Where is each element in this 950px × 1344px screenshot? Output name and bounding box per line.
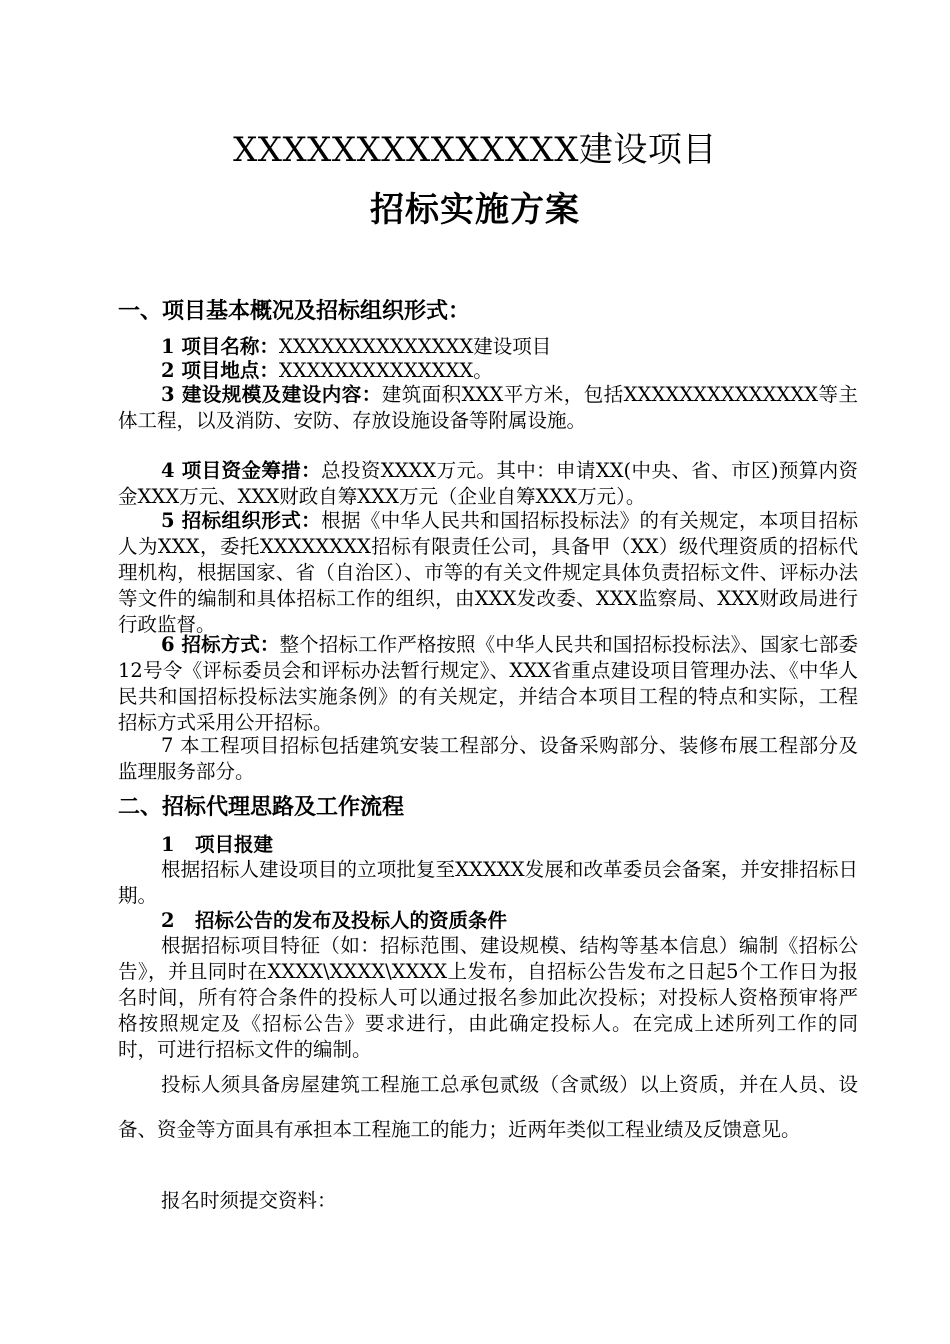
item-project-location [118,358,858,384]
item-label: 3 建设规模及建设内容 [161,383,362,406]
item-label: 2 项目地点 [161,359,260,382]
item-text: 7 本工程项目招标包括建筑安装工程部分、设备采购部分、装修布展工程部分及监理服务部分。 [118,734,858,783]
document-title-line1: XXXXXXXXXXXXXX建设项目 [233,130,717,170]
item-text: 总投资XXXX万元。其中：申请XX(中央、省、市区)预算内资金XXX万元、XXX财政自筹XXX万元（企业自筹XXX万元）。 [118,459,858,508]
item-text: 根据《中华人民共和国招标投标法》的有关规定，本项目招标人为XXX，委托XXXXXXXX招标有限责任公司，具备甲（XX）级代理资质的招标代理机构，根据国家、省（自治区）、市等的有关文件规定具体负责招标文件、评标办法等文件的编制和具体招标工作的组织，由XXX发改委、XXX监察局、XXX财政局进行行政监督。 [118,509,858,636]
section1-heading: 一、项目基本概况及招标组织形式： [118,298,471,324]
item-label: 6 招标方式 [161,633,260,656]
subheading-tender-notice [161,908,861,934]
item-sep: ： [259,359,279,382]
para-project-registration: 根据招标人建设项目的立项批复至XXXXX发展和改革委员会备案，并安排招标日期。 [118,858,858,907]
subheading-title: 项目报建 [195,833,274,856]
subheading-project-registration [161,832,861,858]
para-tender-notice: 根据招标项目特征（如：招标范围、建设规模、结构等基本信息）编制《招标公告》，并且同时在XXXX\XXXX\XXXX上发布，自招标公告发布之日起5个工作日为报名时间，所有符合条件的投标人可以通过报名参加此次投标；对投标人资格预审将严格按照规定及《招标公告》要求进行，由此确定投标人。在完成上述所列工作的同时，可进行招标文件的编制。 [118,934,858,1061]
item-tender-scope [118,733,858,785]
item-project-funding [118,458,858,510]
item-label: 4 项目资金筹措 [161,459,302,482]
item-tender-organization [118,508,858,638]
section2-heading: 二、招标代理思路及工作流程 [118,794,405,820]
item-sep: ： [259,335,279,358]
item-text: XXXXXXXXXXXXXX。 [278,359,493,382]
item-text: XXXXXXXXXXXXXX建设项目 [278,335,552,358]
subheading-number: 2 [161,909,175,932]
para-bidder-qualification: 投标人须具备房屋建筑工程施工总承包贰级（含贰级）以上资质，并在人员、设备、资金等方面具有承担本工程施工的能力；近两年类似工程业绩及反馈意见。 [118,1073,858,1141]
item-label: 1 项目名称 [161,335,260,358]
item-project-scale [118,382,858,434]
item-sep: ： [259,633,280,656]
item-sep: ： [301,509,322,532]
para-registration-materials: 报名时须提交资料： [161,1189,337,1212]
subheading-number: 1 [161,833,175,856]
item-tender-method [118,632,858,736]
item-label: 5 招标组织形式 [161,509,302,532]
item-sep: ： [361,383,382,406]
subheading-title: 招标公告的发布及投标人的资质条件 [195,909,508,932]
document-title-line2: 招标实施方案 [370,190,580,230]
item-text: 建筑面积XXX平方米，包括XXXXXXXXXXXXXX等主体工程，以及消防、安防、存放设施设备等附属设施。 [118,383,858,432]
item-sep: ： [301,459,322,482]
item-text: 整个招标工作严格按照《中华人民共和国招标投标法》、国家七部委12号令《评标委员会和评标办法暂行规定》、XXX省重点建设项目管理办法、《中华人民共和国招标投标法实施条例》的有关规定，并结合本项目工程的特点和实际，工程招标方式采用公开招标。 [118,633,858,734]
item-project-name [118,334,858,360]
